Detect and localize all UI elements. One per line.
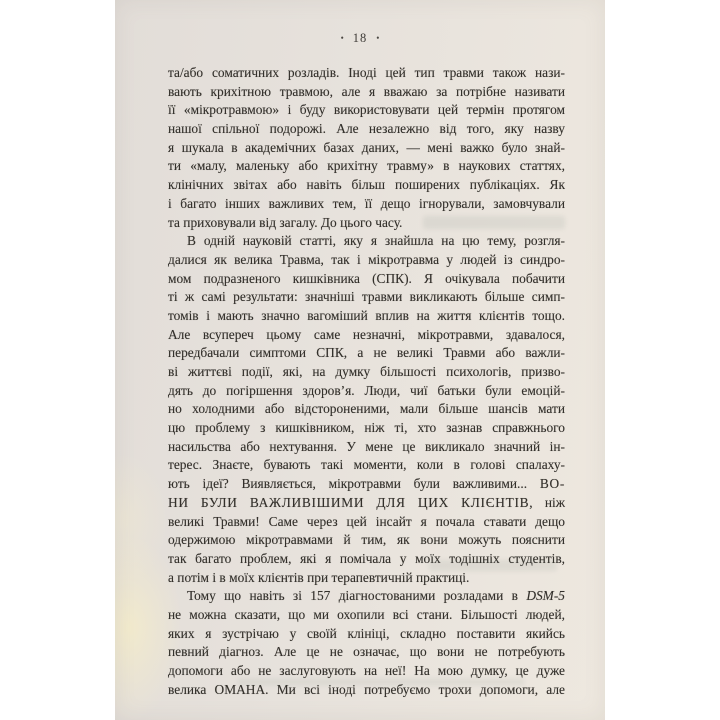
- text-line: [168, 232, 565, 251]
- text-segment: ві життєві події, які, на думку більшості психологів, призво-: [168, 364, 565, 379]
- text-segment: та/або соматичних розладів. Іноді цей тип травми також нази-: [168, 65, 565, 80]
- text-segment: а потім і в моїх клієнтів при терапевтичній практиці.: [168, 569, 470, 585]
- text-segment: дять до погіршення здоров’я. Люди, чиї батьки були емоцій-: [168, 382, 565, 398]
- emphasis-caps: НИ БУЛИ ВАЖЛИВІШИМИ ДЛЯ ЦИХ КЛІЄНТІВ,: [168, 494, 534, 510]
- text-line: [168, 513, 565, 532]
- text-line: [168, 120, 565, 139]
- text-segment: одержимою мікротравмами й тим, як вони можуть пояснити: [168, 532, 565, 548]
- text-segment: ти «малу, маленьку або крихітну травму» в наукових статтях,: [168, 158, 565, 174]
- page-text: [168, 64, 565, 699]
- text-segment: велика ОМАНА. Ми всі іноді потребуємо трохи допомоги, але: [168, 681, 565, 697]
- showthrough-ghost: [237, 678, 525, 686]
- text-segment: цю проблему з кишківником, ніж ті, хто зазнав справжнього: [168, 420, 565, 436]
- text-line: [168, 456, 565, 475]
- page-header: [115, 0, 605, 45]
- text-line: [168, 195, 565, 214]
- text-line: [168, 363, 565, 382]
- text-segment: вають крихітною травмою, але я вважаю за потрібне називати: [168, 83, 565, 99]
- text-segment: допомоги або не заслуговують на неї! На мою думку, це дуже: [168, 663, 565, 678]
- header-bullet-left: •: [340, 33, 344, 43]
- text-line: [168, 326, 565, 345]
- text-line: [168, 101, 565, 120]
- text-line: [168, 643, 565, 662]
- text-segment: передбачали симптоми СПК, а не великі Травми або важли-: [168, 345, 565, 361]
- text-line: [168, 475, 565, 494]
- text-line: [168, 307, 565, 326]
- text-segment: мом подразненого кишківника (СПК). Я очікувала побачити: [168, 270, 565, 286]
- text-line: [168, 64, 565, 83]
- header-bullet-right: •: [376, 33, 380, 43]
- text-segment: Але всупереч цьому саме незначні, мікротравми, здавалося,: [168, 326, 565, 342]
- showthrough-ghost: [423, 216, 565, 229]
- text-segment: насильства або нехтування. У мене це викликало значний ін-: [168, 438, 565, 454]
- text-segment: яких я зустрічаю у своїй клініці, складно поставити якийсь: [168, 625, 565, 641]
- text-segment: так багато проблем, які я помічала у моїх тодішніх студентів,: [168, 550, 565, 566]
- text-segment: не можна сказати, що ми охопили всі стани. Більшості людей,: [168, 606, 565, 622]
- text-line: [168, 83, 565, 102]
- text-segment: ють ідеї? Виявляється, мікротравми були важливими...: [168, 476, 540, 492]
- text-line: [168, 139, 565, 158]
- italic-term: DSM-5: [526, 588, 565, 604]
- text-line: [168, 587, 565, 606]
- text-line: [168, 344, 565, 363]
- text-line: [168, 288, 565, 307]
- text-segment: та приховували від загалу. До цього часу.: [168, 214, 403, 230]
- showthrough-ghost: [429, 560, 557, 571]
- text-segment: терес. Знаєте, бувають такі моменти, коли в голові спалаху-: [168, 457, 565, 473]
- text-segment: великі Травми! Саме через цей інсайт я почала ставати дещо: [168, 513, 565, 529]
- text-segment: певний діагноз. Але це не означає, що вони не потребують: [168, 644, 565, 660]
- text-line: [168, 419, 565, 438]
- text-segment: я шукала в академічних базах даних, — мені важко було знай-: [168, 139, 565, 155]
- text-segment: ті ж самі результати: значніші травми викликають більше симп-: [168, 289, 565, 305]
- text-segment: далися як велика Травма, так і мікротравма у людей із синдро-: [168, 251, 565, 267]
- book-page: [115, 0, 605, 720]
- text-segment: Тому що навіть зі 157 діагностованими розладами в: [187, 588, 527, 604]
- text-segment: нашої спільної подорожі. Але незалежно від того, яку назву: [168, 121, 565, 137]
- text-line: [168, 606, 565, 625]
- text-line: [168, 157, 565, 176]
- text-line: [168, 251, 565, 270]
- page-number: 18: [352, 31, 368, 45]
- text-line: [168, 531, 565, 550]
- text-line: [168, 494, 565, 513]
- text-segment: ніж: [533, 494, 565, 510]
- text-segment: В одній науковій статті, яку я знайшла на цю тему, розгля-: [187, 233, 565, 249]
- text-segment: но холодними або відстороненими, мали більше шансів мати: [168, 401, 565, 417]
- text-line: [168, 382, 565, 401]
- text-segment: клінічних звітах або навіть більш поширених публікаціях. Як: [168, 177, 565, 193]
- text-line: [168, 569, 565, 588]
- text-segment: і багато інших важливих тем, її дещо ігнорували, замовчували: [168, 195, 565, 211]
- text-line: [168, 438, 565, 457]
- emphasis-caps: ВО-: [539, 476, 565, 492]
- text-line: [168, 625, 565, 644]
- text-line: [168, 400, 565, 419]
- text-segment: її «мікротравмою» і буду використовувати цей термін протягом: [168, 102, 565, 118]
- text-segment: томів і мають значно вагоміший вплив на життя клієнтів тощо.: [168, 307, 565, 323]
- text-line: [168, 176, 565, 195]
- text-line: [168, 270, 565, 289]
